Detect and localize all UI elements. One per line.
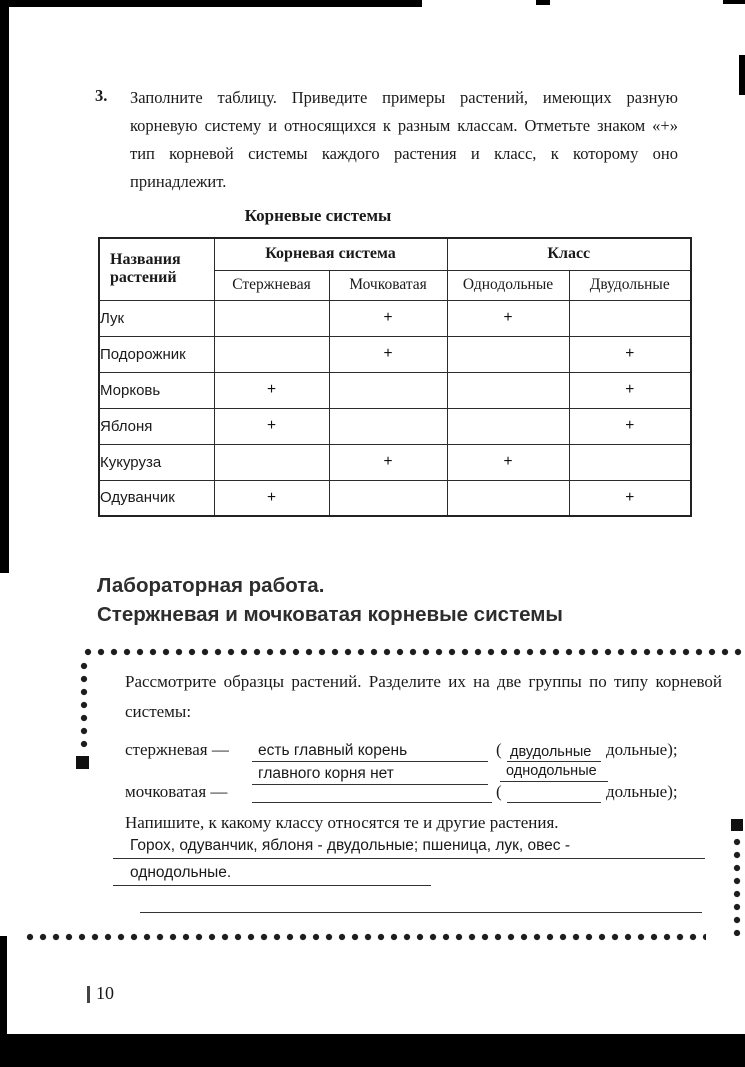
taproot-answer: есть главный корень xyxy=(258,742,408,759)
taproot-suffix: дольные); xyxy=(606,740,678,759)
table-row xyxy=(99,408,691,444)
lab-heading-line2: Стержневая и мочковатая корневые системы xyxy=(97,603,563,626)
mark-cell: + xyxy=(569,408,691,444)
mark-cell: + xyxy=(447,444,569,480)
mark-cell xyxy=(447,336,569,372)
mark-cell: + xyxy=(329,444,447,480)
col-group-root-system: Корневая система xyxy=(214,238,447,270)
taproot-class-blank-line xyxy=(507,761,601,762)
mark-cell: + xyxy=(214,480,329,516)
mark-cell: + xyxy=(447,300,569,336)
table-row xyxy=(99,444,691,480)
dotted-border-right xyxy=(733,838,741,936)
mark-cell xyxy=(329,408,447,444)
mark-cell xyxy=(214,444,329,480)
fibrous-suffix: дольные); xyxy=(606,782,678,801)
dotted-border-top xyxy=(84,648,745,656)
dotted-border-bottom xyxy=(26,933,706,941)
mark-cell: + xyxy=(569,336,691,372)
scan-artifact-bottom xyxy=(0,1034,745,1067)
plant-name: Морковь xyxy=(99,372,214,408)
col-header-plants: Названия растений xyxy=(99,238,214,300)
fibrous-class-answer-line xyxy=(500,781,608,782)
taproot-label: стержневая — xyxy=(125,740,229,759)
fibrous-class-answer: однодольные xyxy=(506,763,597,779)
fibrous-label: мочковатая — xyxy=(125,782,228,801)
mark-cell xyxy=(329,480,447,516)
scan-artifact-right xyxy=(739,55,745,95)
written-answer-line2: однодольные. xyxy=(130,864,232,881)
mark-cell xyxy=(214,300,329,336)
mark-cell: + xyxy=(569,372,691,408)
task-number: 3. xyxy=(95,86,108,105)
root-systems-table-wrap xyxy=(98,237,692,517)
col-header-taproot: Стержневая xyxy=(214,270,329,300)
scan-artifact-page-tick xyxy=(87,986,90,1003)
mark-cell xyxy=(447,408,569,444)
dotted-border-left xyxy=(80,662,88,754)
page-number: 10 xyxy=(96,983,114,1003)
taproot-open-paren: ( xyxy=(496,740,502,759)
table-row xyxy=(99,480,691,516)
mark-cell xyxy=(569,300,691,336)
plant-name: Лук xyxy=(99,300,214,336)
answer-underline-2 xyxy=(113,885,431,886)
scan-artifact-left xyxy=(0,0,9,573)
mark-cell xyxy=(214,336,329,372)
square-bullet-left xyxy=(76,756,89,769)
table-title: Корневые системы xyxy=(244,206,392,225)
plant-name: Одуванчик xyxy=(99,480,214,516)
task-text: Заполните таблицу. Приведите примеры растений, имеющих разную корневую систему и относящихся к разным классам. Отметьте знаком «+» тип корневой системы каждого растения и класс, к которому оно принадлежит. xyxy=(130,88,678,191)
mark-cell: + xyxy=(569,480,691,516)
lab-intro-text: Рассмотрите образцы растений. Разделите их на две группы по типу корневой системы: xyxy=(125,672,722,721)
table-row xyxy=(99,300,691,336)
col-header-monocots: Однодольные xyxy=(447,270,569,300)
fibrous-answer: главного корня нет xyxy=(258,765,394,782)
fibrous-blank-line xyxy=(252,802,492,803)
mark-cell: + xyxy=(329,336,447,372)
mark-cell: + xyxy=(329,300,447,336)
taproot-class-answer: двудольные xyxy=(510,744,592,760)
mark-cell: + xyxy=(214,372,329,408)
fibrous-open-paren: ( xyxy=(496,782,502,801)
lab-heading-line1: Лабораторная работа. xyxy=(97,574,325,597)
fibrous-answer-line xyxy=(252,784,488,785)
scan-artifact-top xyxy=(0,0,422,7)
answer-underline-1 xyxy=(113,858,705,859)
mark-cell xyxy=(447,372,569,408)
plant-name: Яблоня xyxy=(99,408,214,444)
plant-name: Подорожник xyxy=(99,336,214,372)
scan-artifact-top-mark xyxy=(536,0,550,5)
mark-cell xyxy=(329,372,447,408)
table-row xyxy=(99,372,691,408)
mark-cell xyxy=(447,480,569,516)
square-bullet-right xyxy=(731,819,743,831)
scan-artifact-top-right xyxy=(723,0,745,4)
fibrous-class-blank-line xyxy=(507,802,601,803)
root-systems-table xyxy=(98,237,692,517)
col-group-class: Класс xyxy=(447,238,691,270)
plant-name: Кукуруза xyxy=(99,444,214,480)
taproot-blank-line xyxy=(252,761,488,762)
col-header-dicots: Двудольные xyxy=(569,270,691,300)
mark-cell xyxy=(569,444,691,480)
answer-underline-3 xyxy=(140,912,702,913)
table-row xyxy=(99,336,691,372)
written-answer-line1: Горох, одуванчик, яблоня - двудольные; пшеница, лук, овес - xyxy=(130,837,571,854)
write-prompt: Напишите, к какому классу относятся те и другие растения. xyxy=(125,813,559,832)
mark-cell: + xyxy=(214,408,329,444)
col-header-fibrous: Мочковатая xyxy=(329,270,447,300)
